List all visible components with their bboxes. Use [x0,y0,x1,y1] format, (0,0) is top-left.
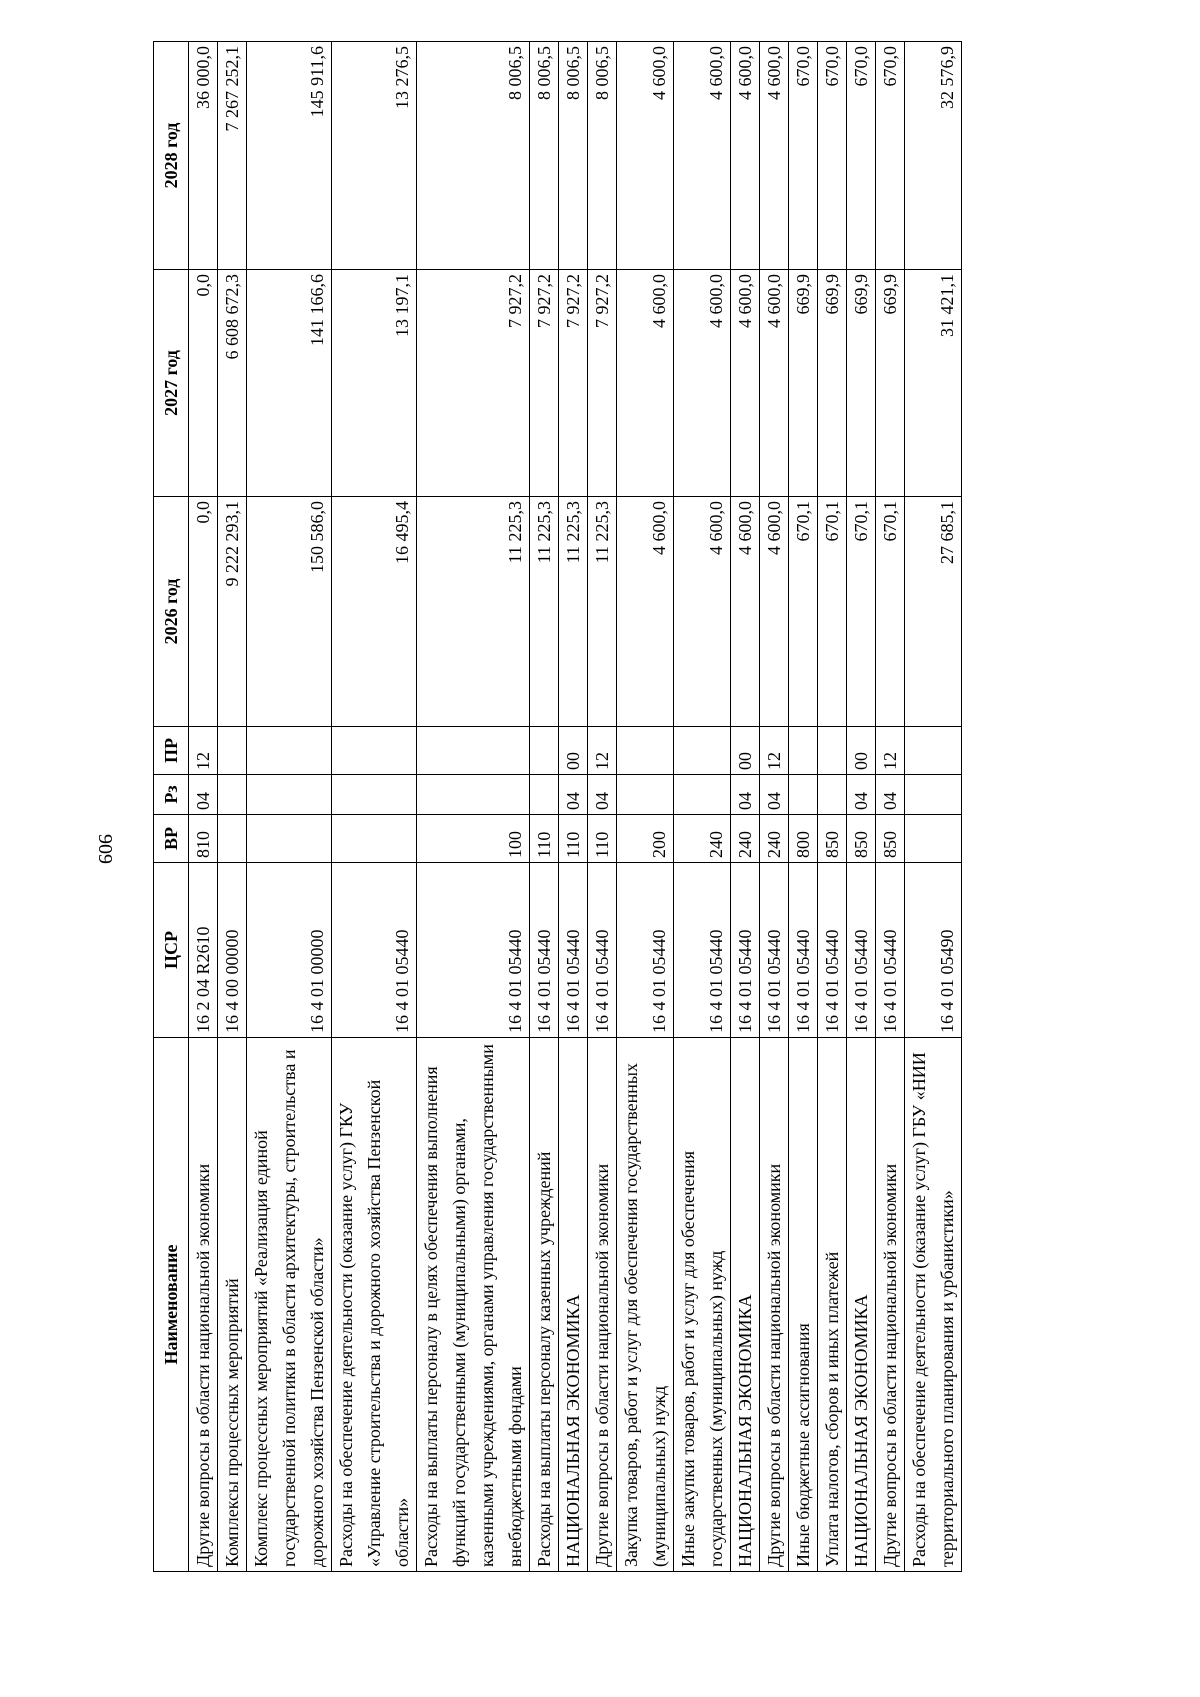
cell-rz: 04 [588,775,617,815]
cell-2027: 669,9 [818,270,847,497]
cell-name: Расходы на обеспечение деятельности (оказание услуг) ГБУ «НИИ территориального планирования и урбанистики» [905,1038,962,1572]
cell-rz [617,775,674,815]
cell-name: Другие вопросы в области национальной экономики [189,1038,218,1572]
cell-pr [617,727,674,775]
cell-pr [417,727,530,775]
table-row [847,42,876,1572]
header-rz: Рз [154,775,189,815]
header-vr: ВР [154,815,189,863]
cell-vr: 200 [617,815,674,863]
cell-vr: 100 [417,815,530,863]
cell-2026: 9 222 293,1 [218,497,247,727]
cell-pr [789,727,818,775]
cell-2028: 4 600,0 [731,42,760,270]
cell-vr [218,815,247,863]
table-row [559,42,588,1572]
cell-2026: 670,1 [818,497,847,727]
cell-rz: 04 [876,775,905,815]
table-row [530,42,559,1572]
table-row [617,42,674,1572]
cell-vr: 240 [731,815,760,863]
cell-2028: 7 267 252,1 [218,42,247,270]
cell-csr: 16 4 01 05440 [617,863,674,1038]
cell-pr: 12 [876,727,905,775]
table-row [218,42,247,1572]
header-csr: ЦСР [154,863,189,1038]
cell-pr [218,727,247,775]
cell-csr: 16 4 01 05440 [332,863,417,1038]
cell-csr: 16 4 01 05440 [530,863,559,1038]
cell-2027: 669,9 [789,270,818,497]
cell-pr: 12 [760,727,789,775]
table-row [247,42,332,1572]
cell-csr: 16 4 01 05440 [674,863,731,1038]
cell-2026: 11 225,3 [530,497,559,727]
cell-2027: 7 927,2 [559,270,588,497]
cell-2027: 4 600,0 [674,270,731,497]
table-row [818,42,847,1572]
cell-csr: 16 4 01 05440 [760,863,789,1038]
cell-vr: 240 [674,815,731,863]
table-row [789,42,818,1572]
cell-csr: 16 4 01 05440 [588,863,617,1038]
cell-vr [332,815,417,863]
cell-csr: 16 4 01 05440 [818,863,847,1038]
cell-rz [789,775,818,815]
cell-rz: 04 [559,775,588,815]
cell-vr: 110 [559,815,588,863]
table-header-row [154,42,189,1572]
cell-pr [332,727,417,775]
cell-2027: 7 927,2 [530,270,559,497]
cell-2027: 31 421,1 [905,270,962,497]
cell-2028: 670,0 [876,42,905,270]
cell-csr: 16 4 01 05440 [876,863,905,1038]
cell-vr: 110 [530,815,559,863]
cell-2027: 669,9 [847,270,876,497]
table-row [588,42,617,1572]
cell-2026: 0,0 [189,497,218,727]
cell-csr: 16 2 04 R2610 [189,863,218,1038]
cell-vr: 850 [876,815,905,863]
cell-pr: 12 [189,727,218,775]
cell-pr [905,727,962,775]
table-row [731,42,760,1572]
cell-rz [674,775,731,815]
cell-csr: 16 4 01 00000 [247,863,332,1038]
cell-2027: 7 927,2 [588,270,617,497]
cell-name: НАЦИОНАЛЬНАЯ ЭКОНОМИКА [847,1038,876,1572]
table-row [760,42,789,1572]
cell-vr [905,815,962,863]
header-2026: 2026 год [154,497,189,727]
cell-2026: 670,1 [789,497,818,727]
cell-rz [818,775,847,815]
cell-2026: 4 600,0 [617,497,674,727]
header-2028: 2028 год [154,42,189,270]
cell-2026: 4 600,0 [674,497,731,727]
cell-name: НАЦИОНАЛЬНАЯ ЭКОНОМИКА [559,1038,588,1572]
cell-2028: 670,0 [818,42,847,270]
cell-2026: 670,1 [847,497,876,727]
cell-2028: 4 600,0 [617,42,674,270]
cell-rz: 04 [847,775,876,815]
cell-2028: 13 276,5 [332,42,417,270]
table-row [189,42,218,1572]
cell-csr: 16 4 01 05440 [731,863,760,1038]
cell-rz: 04 [189,775,218,815]
cell-rz [332,775,417,815]
cell-2028: 670,0 [789,42,818,270]
cell-2028: 36 000,0 [189,42,218,270]
header-2027: 2027 год [154,270,189,497]
cell-2028: 8 006,5 [588,42,617,270]
table-body [189,42,962,1572]
cell-2028: 8 006,5 [559,42,588,270]
cell-vr [247,815,332,863]
header-name: Наименование [154,1038,189,1572]
cell-rz: 04 [731,775,760,815]
cell-2027: 4 600,0 [617,270,674,497]
cell-name: Расходы на выплаты персоналу казенных учреждений [530,1038,559,1572]
cell-2026: 11 225,3 [417,497,530,727]
cell-name: Другие вопросы в области национальной экономики [588,1038,617,1572]
cell-vr: 810 [189,815,218,863]
cell-2027: 669,9 [876,270,905,497]
cell-rz [218,775,247,815]
cell-name: Расходы на обеспечение деятельности (оказание услуг) ГКУ «Управление строительства и дорожного хозяйства Пензенской области» [332,1038,417,1572]
cell-2026: 11 225,3 [559,497,588,727]
cell-name: НАЦИОНАЛЬНАЯ ЭКОНОМИКА [731,1038,760,1572]
cell-2027: 0,0 [189,270,218,497]
table-row [905,42,962,1572]
table-row [876,42,905,1572]
cell-2026: 4 600,0 [731,497,760,727]
cell-pr: 00 [847,727,876,775]
cell-2026: 670,1 [876,497,905,727]
cell-name: Комплекс процессных мероприятий «Реализация единой государственной политики в области архитектуры, строительства и дорожного хозяйства Пензенской области» [247,1038,332,1572]
cell-2026: 4 600,0 [760,497,789,727]
cell-name: Другие вопросы в области национальной экономики [760,1038,789,1572]
cell-vr: 850 [818,815,847,863]
cell-name: Иные закупки товаров, работ и услуг для обеспечения государственных (муниципальных) нужд [674,1038,731,1572]
cell-pr [818,727,847,775]
cell-2027: 13 197,1 [332,270,417,497]
cell-csr: 16 4 01 05440 [559,863,588,1038]
cell-2027: 6 608 672,3 [218,270,247,497]
cell-name: Комплексы процессных мероприятий [218,1038,247,1572]
cell-2028: 670,0 [847,42,876,270]
header-pr: ПР [154,727,189,775]
cell-2026: 16 495,4 [332,497,417,727]
rotated-page-content [153,42,1048,1572]
cell-pr: 00 [731,727,760,775]
cell-vr: 800 [789,815,818,863]
cell-rz [530,775,559,815]
cell-csr: 16 4 01 05440 [789,863,818,1038]
cell-2027: 4 600,0 [760,270,789,497]
cell-2028: 145 911,6 [247,42,332,270]
cell-rz [417,775,530,815]
cell-2027: 7 927,2 [417,270,530,497]
cell-rz: 04 [760,775,789,815]
cell-pr [530,727,559,775]
cell-name: Иные бюджетные ассигнования [789,1038,818,1572]
cell-2028: 32 576,9 [905,42,962,270]
cell-csr: 16 4 01 05490 [905,863,962,1038]
cell-2028: 8 006,5 [530,42,559,270]
cell-pr: 12 [588,727,617,775]
table-row [674,42,731,1572]
cell-pr [247,727,332,775]
cell-vr: 110 [588,815,617,863]
cell-2028: 4 600,0 [760,42,789,270]
cell-name: Другие вопросы в области национальной экономики [876,1038,905,1572]
cell-rz [247,775,332,815]
cell-vr: 240 [760,815,789,863]
page-number: 909 [94,834,116,864]
cell-pr: 00 [559,727,588,775]
cell-name: Расходы на выплаты персоналу в целях обеспечения выполнения функций государственными (муниципальными) органами, казенными учреждениями, органами управления государственными внебюджетными фондами [417,1038,530,1572]
cell-2028: 4 600,0 [674,42,731,270]
cell-vr: 850 [847,815,876,863]
cell-csr: 16 4 01 05440 [847,863,876,1038]
cell-rz [905,775,962,815]
cell-name: Уплата налогов, сборов и иных платежей [818,1038,847,1572]
cell-csr: 16 4 01 05440 [417,863,530,1038]
cell-2026: 150 586,0 [247,497,332,727]
cell-name: Закупка товаров, работ и услуг для обеспечения государственных (муниципальных) нужд [617,1038,674,1572]
table-row [417,42,530,1572]
cell-csr: 16 4 00 00000 [218,863,247,1038]
cell-pr [674,727,731,775]
cell-2027: 141 166,6 [247,270,332,497]
cell-2026: 27 685,1 [905,497,962,727]
budget-table [153,41,962,1572]
cell-2026: 11 225,3 [588,497,617,727]
table-row [332,42,417,1572]
cell-2028: 8 006,5 [417,42,530,270]
cell-2027: 4 600,0 [731,270,760,497]
